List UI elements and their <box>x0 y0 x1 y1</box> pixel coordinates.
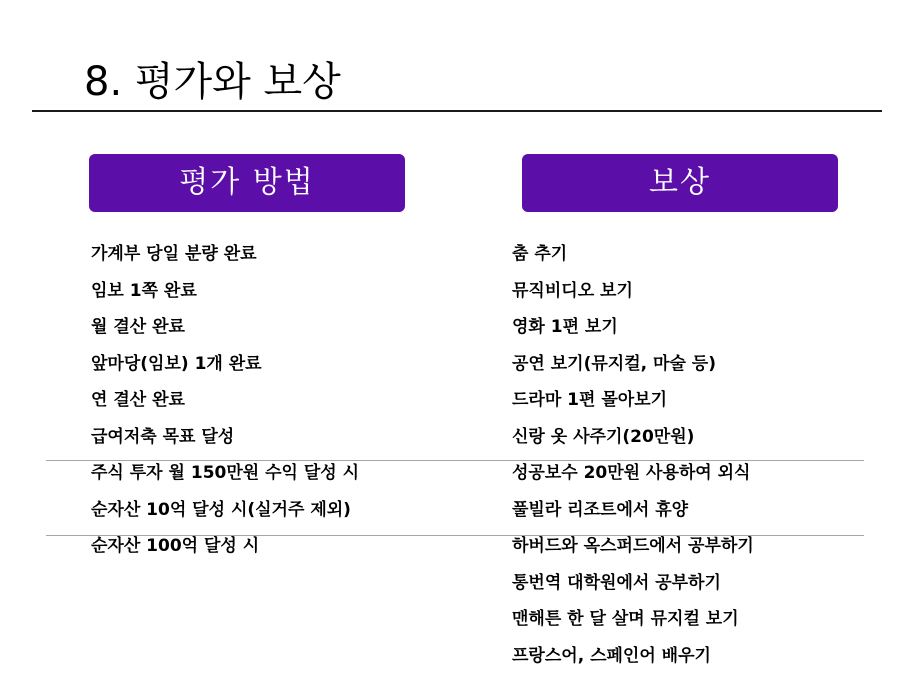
title-underline <box>32 110 882 112</box>
slide-title: 8. 평가와 보상 <box>84 59 341 105</box>
reward-item: 춤 추기 <box>512 244 568 264</box>
evaluation-list <box>91 236 491 565</box>
reward-header: 보상 <box>522 154 838 212</box>
evaluation-item: 임보 1쪽 완료 <box>91 280 197 301</box>
group-divider <box>46 460 864 461</box>
evaluation-item: 가계부 당일 분량 완료 <box>91 244 257 264</box>
reward-item: 맨해튼 한 달 살며 뮤지컬 보기 <box>512 609 739 629</box>
reward-item: 프랑스어, 스페인어 배우기 <box>512 645 711 666</box>
reward-item: 공연 보기(뮤지컬, 마술 등) <box>512 353 716 374</box>
reward-item: 신랑 옷 사주기(20만원) <box>512 426 695 447</box>
reward-item: 드라마 1편 몰아보기 <box>512 390 668 410</box>
evaluation-item: 순자산 10억 달성 시(실거주 제외) <box>91 499 351 520</box>
evaluation-item: 월 결산 완료 <box>91 317 185 337</box>
reward-item: 풀빌라 리조트에서 휴양 <box>512 499 689 520</box>
evaluation-item: 연 결산 완료 <box>91 390 185 410</box>
group-divider <box>46 535 864 536</box>
evaluation-item: 주식 투자 월 150만원 수익 달성 시 <box>91 463 360 483</box>
reward-item: 뮤직비디오 보기 <box>512 280 633 301</box>
evaluation-item: 순자산 100억 달성 시 <box>91 536 260 556</box>
evaluation-header: 평가 방법 <box>89 154 405 212</box>
reward-item: 하버드와 옥스퍼드에서 공부하기 <box>512 536 754 556</box>
reward-item: 통번역 대학원에서 공부하기 <box>512 572 721 593</box>
reward-list <box>512 236 892 674</box>
evaluation-item: 앞마당(임보) 1개 완료 <box>91 353 262 374</box>
reward-item: 성공보수 20만원 사용하여 외식 <box>512 463 751 483</box>
evaluation-item: 급여저축 목표 달성 <box>91 426 235 447</box>
reward-item: 영화 1편 보기 <box>512 317 618 337</box>
